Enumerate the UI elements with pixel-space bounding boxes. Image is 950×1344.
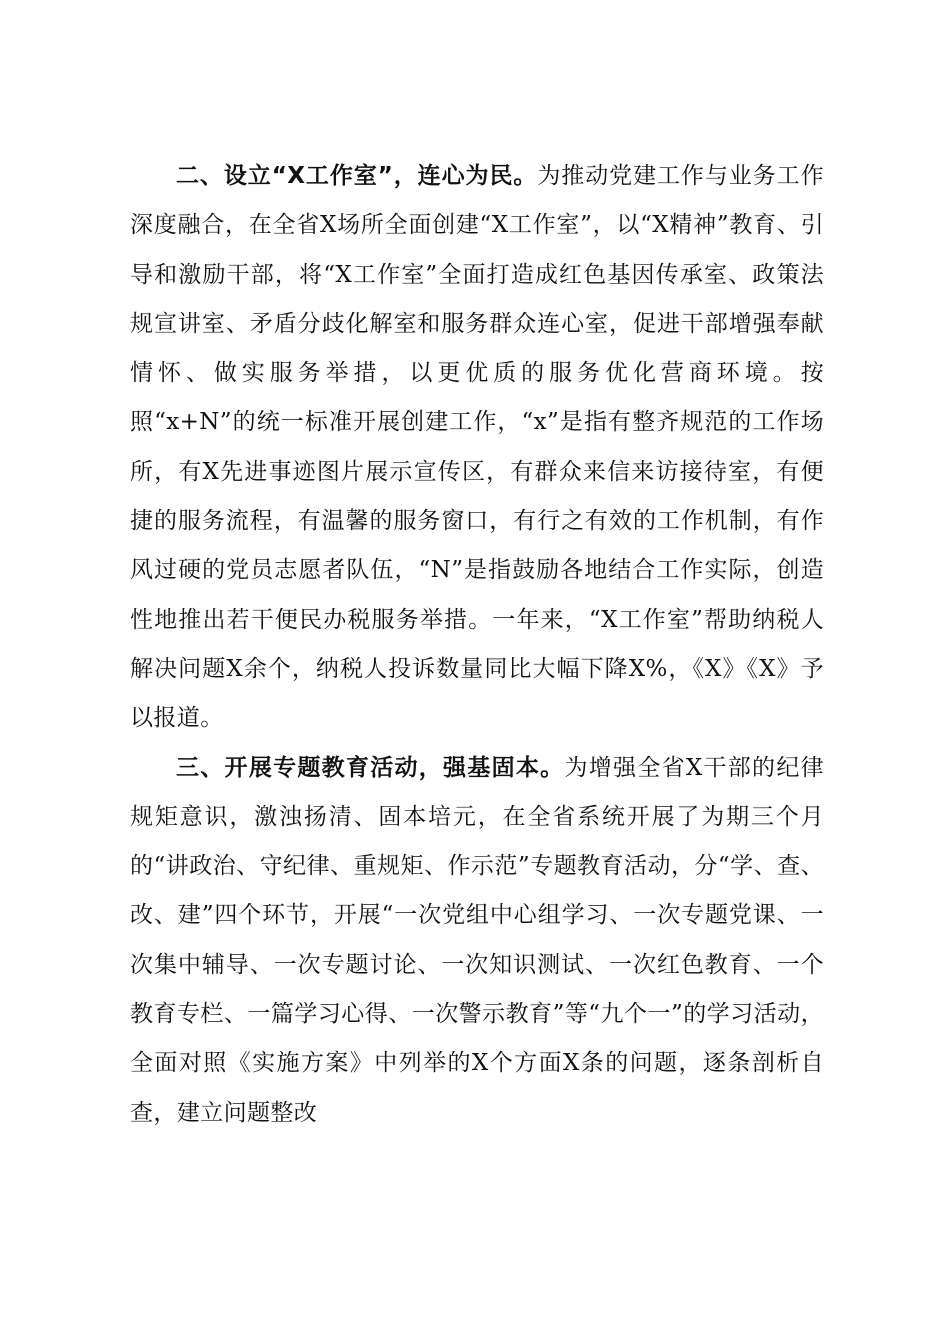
paragraph-education [130,744,824,1138]
paragraph-text: 为增强全省X干部的纪律规矩意识，激浊扬清、固本培元，在全省系统开展了为期三个月的“讲政治、守纪律、重规矩、作示范”专题教育活动，分“学、查、改、建”四个环节，开展“一次党组中心组学习、一次专题党课、一次集中辅导、一次专题讨论、一次知识测试、一次红色教育、一个教育专栏、一篇学习心得、一次警示教育”等“九个一”的学习活动，全面对照《实施方案》中列举的X个方面X条的问题，逐条剖析自查，建立问题整改 [130,754,825,1126]
document-body [130,152,824,1138]
paragraph-heading: 二、设立“X工作室”，连心为民。 [176,163,538,189]
paragraph-text: 为推动党建工作与业务工作深度融合，在全省X场所全面创建“X工作室”，以“X精神”教育、引导和激励干部，将“X工作室”全面打造成红色基因传承室、政策法规宣讲室、矛盾分歧化解室和服务群众连心室，促进干部增强奉献情怀、做实服务举措，以更优质的服务优化营商环境。按照“x+N”的统一标准开展创建工作，“x”是指有整齐规范的工作场所，有X先进事迹图片展示宣传区，有群众来信来访接待室，有便捷的服务流程，有温馨的服务窗口，有行之有效的工作机制，有作风过硬的党员志愿者队伍，“N”是指鼓励各地结合工作实际，创造性地推出若干便民办税服务举措。一年来，“X工作室”帮助纳税人解决问题X余个，纳税人投诉数量同比大幅下降X%，《X》《X》予以报道。 [130,163,824,732]
paragraph-heading: 三、开展专题教育活动，强基固本。 [176,754,565,781]
paragraph-studio [130,152,824,744]
